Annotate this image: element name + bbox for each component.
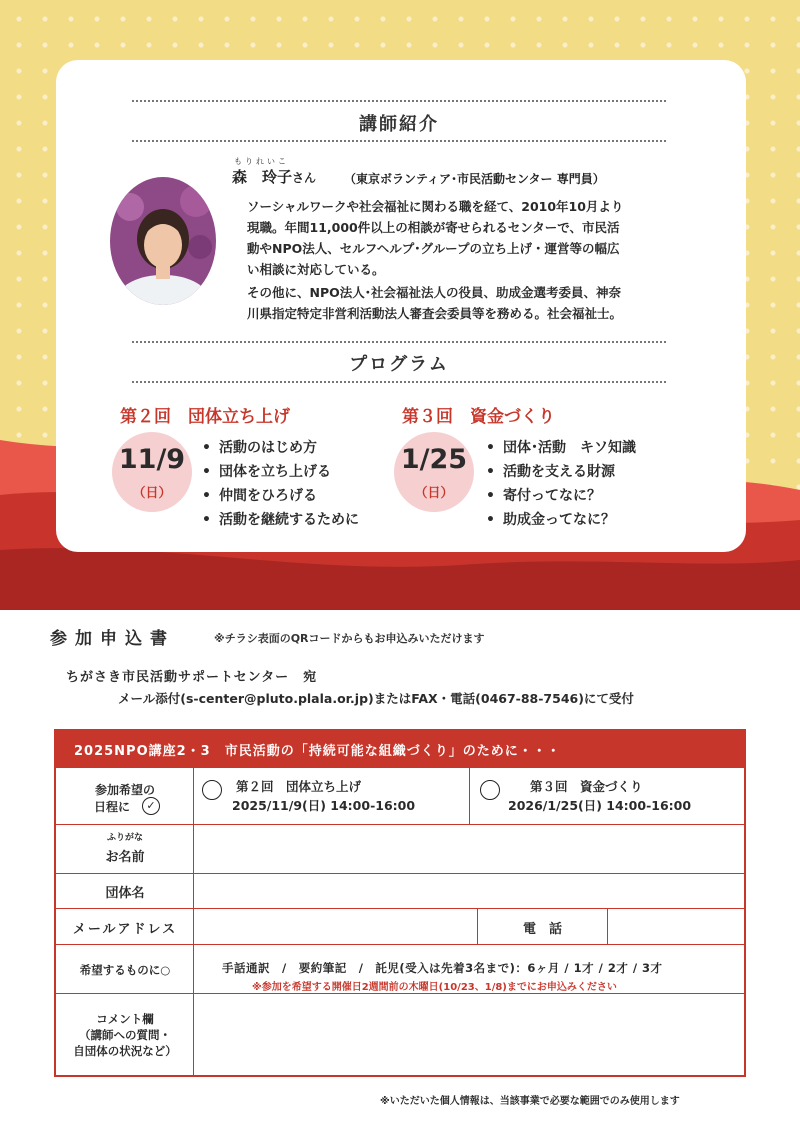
bio-line: 川県指定特定非営利活動法人審査会委員等を務める。社会福祉士。 <box>247 306 623 321</box>
wish-deadline-note: ※参加を希望する開催日2週間前の木曜日(10/23、1/8)までにお申込みください <box>252 982 617 993</box>
comment-label-line: コメント欄 <box>96 1012 154 1026</box>
schedule-label-1: 参加希望の <box>94 783 155 797</box>
instructor-affiliation: （東京ボランティア･市民活動センター 専門員） <box>344 172 605 186</box>
form-header <box>56 731 744 767</box>
bio-paragraph-2 <box>247 282 683 324</box>
phone-field[interactable] <box>607 908 746 945</box>
bio-line: その他に、NPO法人･社会福祉法人の役員、助成金選考委員、神奈 <box>247 285 622 300</box>
furigana-label: ふりがな <box>106 833 143 843</box>
instructor-name-text: 森 玲子 <box>232 168 293 186</box>
option-2-datetime: 2025/11/9(日) 14:00-16:00 <box>232 798 416 813</box>
email-field[interactable] <box>193 908 478 945</box>
bio-line: い相談に対応している。 <box>247 262 385 277</box>
comment-label-line: 自団体の状況など） <box>73 1044 177 1058</box>
email-label: メールアドレス <box>72 922 178 937</box>
bio-line: 現職。年間11,000件以上の相談が寄せられるセンターで、市民活 <box>247 220 620 235</box>
comment-label-line: （講師への質問・ <box>79 1028 171 1042</box>
option-2-radio[interactable] <box>202 780 222 800</box>
form-destination: ちがさき市民活動サポートセンター 宛 <box>66 670 318 685</box>
section-title-instructor: 講師紹介 <box>359 114 439 135</box>
form-header-text: 2025NPO講座2・3 市民活動の「持続可能な組織づくり」のために・・・ <box>74 744 561 759</box>
session-3-date: 1/25 <box>400 444 468 475</box>
group-label: 団体名 <box>105 886 145 901</box>
group-field[interactable] <box>193 873 746 909</box>
divider <box>132 381 666 383</box>
name-field[interactable] <box>193 824 746 874</box>
option-3-cell[interactable] <box>469 767 746 825</box>
topic-item: • 活動を継続するために <box>202 508 359 532</box>
bio-line: 動やNPO法人、セルフヘルプ･グループの立ち上げ・運営等の幅広 <box>247 241 620 256</box>
application-form <box>54 729 746 1077</box>
name-label: お名前 <box>105 850 145 865</box>
divider <box>132 140 666 142</box>
form-contact: メール添付(s-center@pluto.plala.or.jp)またはFAX・電話(0467-88-7546)にて受付 <box>118 691 634 706</box>
session-3-date-badge <box>394 432 474 512</box>
schedule-label-2: 日程に <box>93 800 130 814</box>
topic-item: • 活動のはじめ方 <box>202 436 359 460</box>
option-3-radio[interactable] <box>480 780 500 800</box>
session-3-topics <box>486 436 636 532</box>
session-2-topics <box>202 436 359 532</box>
divider <box>132 341 666 343</box>
form-title: 参加申込書 <box>50 629 175 649</box>
form-note: ※チラシ表面のQRコードからもお申込みいただけます <box>214 632 485 645</box>
comment-field[interactable] <box>193 993 746 1077</box>
wish-options: 手話通訳 / 要約筆記 / 託児(受入は先着3名まで)：6ヶ月 / 1才 / 2才 / 3才 <box>222 961 663 975</box>
option-2-cell[interactable] <box>193 767 470 825</box>
phone-label: 電 話 <box>522 922 562 937</box>
info-card <box>56 60 746 552</box>
option-3-datetime: 2026/1/25(日) 14:00-16:00 <box>508 798 692 813</box>
option-3-title: 第３回 資金づくり <box>530 779 643 794</box>
divider <box>132 100 666 102</box>
privacy-note: ※いただいた個人情報は、当該事業で必要な範囲でのみ使用します <box>380 1096 680 1107</box>
session-2-weekday: （日） <box>132 486 172 501</box>
session-2-heading: 第２回 団体立ち上げ <box>120 407 290 427</box>
section-title-program: プログラム <box>349 354 449 375</box>
topic-item: • 仲間をひろげる <box>202 484 359 508</box>
wish-label: 希望するものに○ <box>79 963 171 977</box>
option-2-title: 第２回 団体立ち上げ <box>236 779 362 794</box>
session-3-heading: 第３回 資金づくり <box>402 407 555 427</box>
topic-item: • 活動を支える財源 <box>486 460 636 484</box>
bio-paragraph-1 <box>247 196 683 280</box>
session-3-weekday: （日） <box>414 486 454 501</box>
comment-label <box>56 1011 194 1059</box>
bio-line: ソーシャルワークや社会福祉に関わる職を経て、2010年10月より <box>247 199 624 214</box>
check-icon: ✓ <box>142 797 160 815</box>
honorific: さん <box>292 171 317 185</box>
session-2-date: 11/9 <box>118 444 186 475</box>
topic-item: • 団体を立ち上げる <box>202 460 359 484</box>
topic-item: • 団体･活動 キソ知識 <box>486 436 636 460</box>
session-2-date-badge <box>112 432 192 512</box>
instructor-photo <box>110 177 216 305</box>
instructor-name <box>232 166 316 187</box>
topic-item: • 助成金ってなに？ <box>486 508 636 532</box>
topic-item: • 寄付ってなに？ <box>486 484 636 508</box>
name-ruby: もりれいこ <box>234 157 289 166</box>
